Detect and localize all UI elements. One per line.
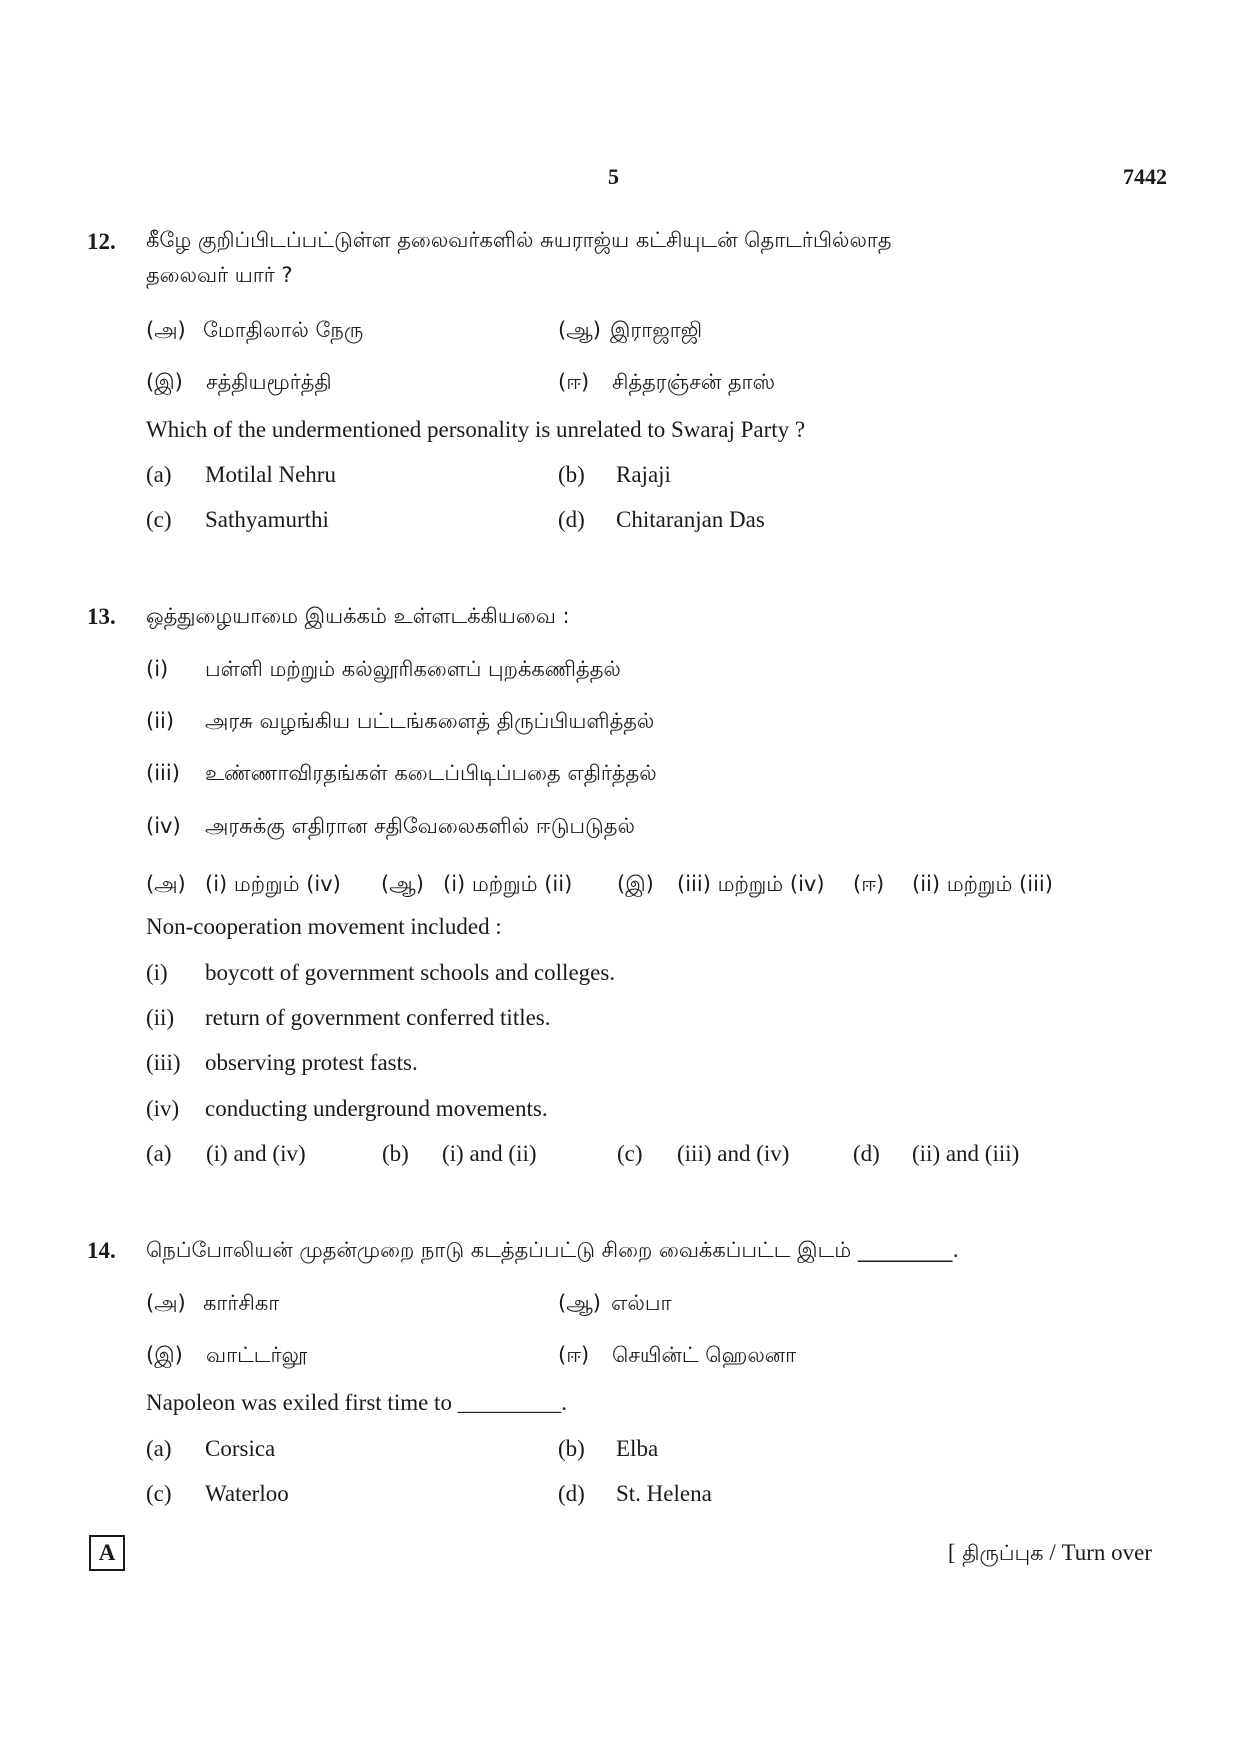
item-label: (iii) xyxy=(146,761,180,785)
item-label: (ii) xyxy=(146,709,175,733)
item-text: boycott of government schools and colleges. xyxy=(205,960,616,985)
english-question-text: Which of the undermentioned personality is unrelated to Swaraj Party ? xyxy=(146,417,806,442)
option-text: (iii) and (iv) xyxy=(677,1141,790,1166)
item-text: observing protest fasts. xyxy=(205,1050,418,1075)
item-text: அரசு வழங்கிய பட்டங்களைத் திருப்பியளித்தல் xyxy=(205,709,655,733)
option-text: Rajaji xyxy=(616,462,671,487)
turn-over-bracket: [ xyxy=(947,1540,956,1565)
option-label: (அ) xyxy=(146,1291,186,1315)
item-text: conducting underground movements. xyxy=(205,1096,548,1121)
option-text: சித்தரஞ்சன் தாஸ் xyxy=(612,370,776,394)
item-label: (iv) xyxy=(146,1096,180,1121)
question-number: 12. xyxy=(87,229,116,254)
option-label: (ஆ) xyxy=(558,1291,601,1315)
turn-over-tamil: திருப்புக xyxy=(962,1541,1044,1565)
tamil-question-text: தலைவர் யார் ? xyxy=(146,263,293,287)
english-question-text: Non-cooperation movement included : xyxy=(146,914,502,939)
paper-code: 7442 xyxy=(1123,164,1167,189)
turn-over-english: Turn over xyxy=(1061,1540,1152,1565)
option-text: வாட்டர்லூ xyxy=(206,1343,308,1367)
item-text: அரசுக்கு எதிரான சதிவேலைகளில் ஈடுபடுதல் xyxy=(205,814,635,838)
option-text: இராஜாஜி xyxy=(610,318,703,342)
item-label: (ii) xyxy=(146,1005,175,1030)
option-label: (அ) xyxy=(146,318,186,342)
option-label: (a) xyxy=(146,1436,172,1461)
option-label: (b) xyxy=(558,462,585,487)
item-label: (iii) xyxy=(146,1050,181,1075)
booklet-code-box: A xyxy=(89,1535,125,1571)
option-label: (c) xyxy=(617,1141,643,1166)
option-text: எல்பா xyxy=(611,1291,672,1315)
item-label: (i) xyxy=(146,960,168,985)
item-label: (i) xyxy=(146,657,169,681)
option-label: (d) xyxy=(853,1141,880,1166)
option-label: (a) xyxy=(146,1141,172,1166)
english-question-text: Napoleon was exiled first time to _________. xyxy=(146,1390,567,1415)
option-text: (ii) மற்றும் (iii) xyxy=(912,872,1053,896)
option-text: (ii) and (iii) xyxy=(912,1141,1020,1166)
item-label: (iv) xyxy=(146,814,181,838)
option-text: Elba xyxy=(616,1436,659,1461)
option-text: (i) and (iv) xyxy=(206,1141,306,1166)
option-label: (ஈ) xyxy=(558,370,590,394)
option-label: (ஆ) xyxy=(558,318,601,342)
option-text: Motilal Nehru xyxy=(205,462,336,487)
tamil-question-text: நெப்போலியன் முதன்முறை நாடு கடத்தப்பட்டு சிறை வைக்கப்பட்ட இடம் _________. xyxy=(146,1238,960,1262)
question-number: 13. xyxy=(87,604,116,629)
turn-over-note xyxy=(948,1540,1152,1568)
option-label: (அ) xyxy=(146,872,186,896)
option-label: (ஈ) xyxy=(853,872,885,896)
option-label: (ஆ) xyxy=(381,872,424,896)
tamil-question-text: ஒத்துழையாமை இயக்கம் உள்ளடக்கியவை : xyxy=(146,604,570,628)
tamil-question-text: கீழே குறிப்பிடப்பட்டுள்ள தலைவர்களில் சுயராஜ்ய கட்சியுடன் தொடர்பில்லாத xyxy=(146,228,892,252)
option-text: (i) and (ii) xyxy=(442,1141,537,1166)
option-label: (b) xyxy=(558,1436,585,1461)
question-number: 14. xyxy=(87,1238,116,1263)
option-label: (c) xyxy=(146,1481,172,1506)
option-text: (iii) மற்றும் (iv) xyxy=(677,872,825,896)
option-text: St. Helena xyxy=(616,1481,712,1506)
option-text: செயின்ட் ஹெலனா xyxy=(612,1343,797,1367)
option-text: (i) மற்றும் (ii) xyxy=(443,872,573,896)
item-text: உண்ணாவிரதங்கள் கடைப்பிடிப்பதை எதிர்த்தல் xyxy=(205,761,657,785)
option-label: (இ) xyxy=(617,872,654,896)
option-text: Sathyamurthi xyxy=(205,507,329,532)
option-label: (c) xyxy=(146,507,172,532)
turn-over-separator: / xyxy=(1043,1540,1062,1565)
option-label: (இ) xyxy=(146,1343,183,1367)
option-label: (d) xyxy=(558,507,585,532)
option-label: (b) xyxy=(382,1141,409,1166)
option-label: (இ) xyxy=(146,370,183,394)
option-text: சத்தியமூர்த்தி xyxy=(206,370,332,394)
option-text: (i) மற்றும் (iv) xyxy=(205,872,341,896)
option-text: மோதிலால் நேரு xyxy=(203,318,364,342)
option-label: (ஈ) xyxy=(558,1343,590,1367)
option-text: Corsica xyxy=(205,1436,276,1461)
page-number: 5 xyxy=(608,164,619,189)
option-label: (d) xyxy=(558,1481,585,1506)
option-text: கார்சிகா xyxy=(203,1291,280,1315)
option-label: (a) xyxy=(146,462,172,487)
item-text: return of government conferred titles. xyxy=(205,1005,551,1030)
item-text: பள்ளி மற்றும் கல்லூரிகளைப் புறக்கணித்தல் xyxy=(205,657,621,681)
option-text: Chitaranjan Das xyxy=(616,507,765,532)
option-text: Waterloo xyxy=(205,1481,289,1506)
